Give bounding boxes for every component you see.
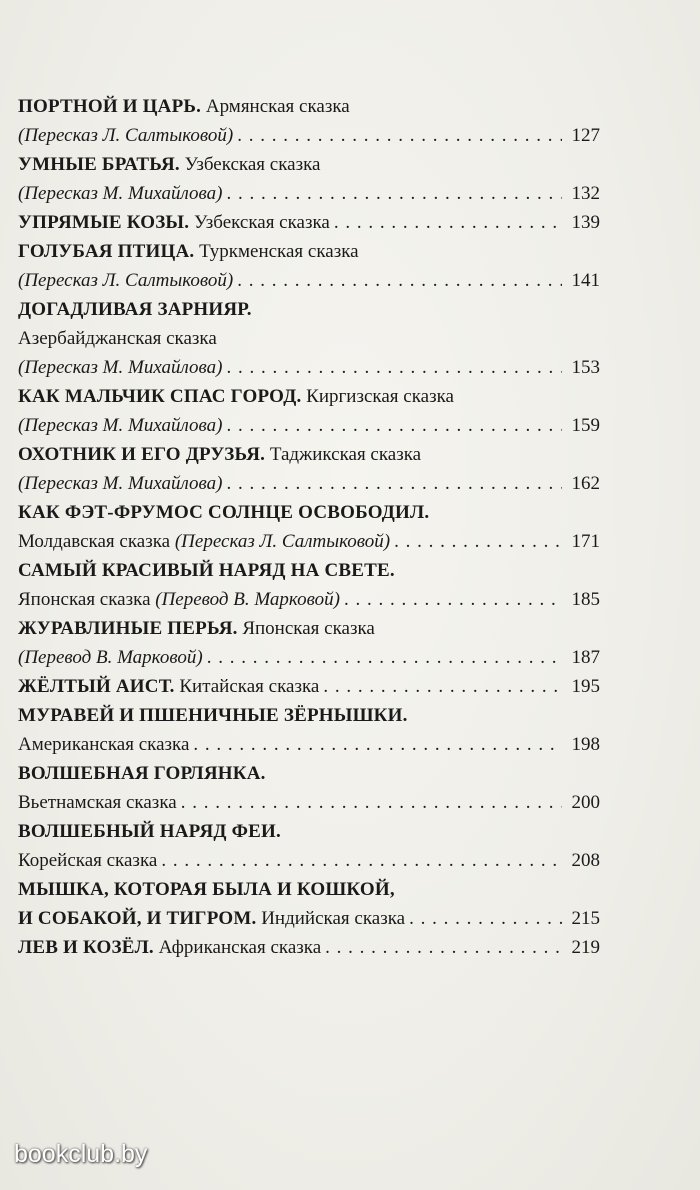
toc-entry-credit-line [18, 353, 600, 382]
toc-entry-title: И СОБАКОЙ, И ТИГРОМ. [18, 908, 257, 929]
toc-entry-credit: (Перевод В. Марковой) [18, 647, 203, 668]
toc-entry-title: МУРАВЕЙ И ПШЕНИЧНЫЕ ЗЁРНЫШКИ. [18, 705, 408, 726]
dot-leader [325, 933, 562, 962]
toc-entry-origin-line [18, 527, 600, 556]
toc-entry-origin: Таджикская сказка [269, 444, 422, 465]
toc-entry-title: КАК МАЛЬЧИК СПАС ГОРОД. [18, 386, 302, 407]
dot-leader [237, 266, 562, 295]
toc-entry-credit: (Пересказ Л. Салтыковой) [18, 270, 234, 291]
toc-entry-page-number: 171 [571, 531, 600, 552]
toc-entry-page-number: 195 [571, 676, 600, 697]
toc-entry-title-line [18, 904, 600, 933]
toc-entry-credit-line [18, 121, 600, 150]
toc-entry-credit: (Пересказ Л. Салтыковой) [174, 531, 391, 552]
toc-entry-title: ВОЛШЕБНЫЙ НАРЯД ФЕИ. [18, 821, 281, 842]
toc-entry-title-line [18, 875, 600, 904]
toc-entry-title-line [18, 382, 600, 411]
toc-entry-title: ОХОТНИК И ЕГО ДРУЗЬЯ. [18, 444, 266, 465]
toc-entry-title: ГОЛУБАЯ ПТИЦА. [18, 241, 195, 262]
toc-entry-title-line [18, 295, 600, 324]
toc-entry-page-number: 208 [571, 850, 600, 871]
toc-entry-origin: Африканская сказка [158, 937, 322, 958]
dot-leader [323, 672, 562, 701]
toc-entry-title: САМЫЙ КРАСИВЫЙ НАРЯД НА СВЕТЕ. [18, 560, 395, 581]
toc-entry-page-number: 185 [571, 589, 600, 610]
toc-entry-page-number: 162 [571, 473, 600, 494]
toc-entry-page-number: 127 [571, 125, 600, 146]
dot-leader [226, 353, 562, 382]
toc-entry-title: ЖУРАВЛИНЫЕ ПЕРЬЯ. [18, 618, 238, 639]
toc-entry-origin: Индийская сказка [261, 908, 406, 929]
toc-entry-credit-line [18, 643, 600, 672]
dot-leader [344, 585, 562, 614]
toc-entry-page-number: 200 [571, 792, 600, 813]
toc-entry-title-line [18, 556, 600, 585]
toc-entry-credit: (Перевод В. Марковой) [155, 589, 340, 610]
toc-entry-origin-line [18, 788, 600, 817]
toc-entry-origin: Молдавская сказка [18, 531, 171, 552]
toc-entry-origin: Узбекская сказка [184, 154, 321, 175]
toc-entry-origin: Армянская сказка [205, 96, 350, 117]
toc-entry-credit-line [18, 469, 600, 498]
toc-entry-title-line [18, 701, 600, 730]
toc-entry-title-line [18, 237, 600, 266]
toc-entry-title: ЛЕВ И КОЗЁЛ. [18, 937, 154, 958]
toc-entry-title: УМНЫЕ БРАТЬЯ. [18, 154, 180, 175]
toc-entry-title-line [18, 440, 600, 469]
dot-leader [226, 179, 562, 208]
toc-entry-title-line [18, 759, 600, 788]
dot-leader [226, 469, 562, 498]
toc-entry-page-number: 215 [571, 908, 600, 929]
dot-leader [409, 904, 562, 933]
toc-entry-title-line [18, 208, 600, 237]
toc-entry-origin: Американская сказка [18, 734, 190, 755]
toc-entry-credit-line [18, 179, 600, 208]
dot-leader [207, 643, 562, 672]
toc-entry-origin: Узбекская сказка [193, 212, 330, 233]
dot-leader [161, 846, 562, 875]
dot-leader [181, 788, 562, 817]
toc-entry-origin-line [18, 585, 600, 614]
toc-entry-page-number: 219 [571, 937, 600, 958]
toc-entry-credit: (Пересказ Л. Салтыковой) [18, 125, 234, 146]
toc-entry-title-line [18, 933, 600, 962]
toc-entry-origin: Киргизская сказка [306, 386, 454, 407]
toc-entry-origin: Туркменская сказка [199, 241, 359, 262]
toc-entry-origin-line [18, 846, 600, 875]
toc-entry-page-number: 132 [571, 183, 600, 204]
toc-entry-credit: (Пересказ М. Михайлова) [18, 473, 223, 494]
dot-leader [226, 411, 562, 440]
toc-entry-page-number: 153 [571, 357, 600, 378]
dot-leader [334, 208, 562, 237]
toc-entry-origin-line [18, 730, 600, 759]
toc-entry-title-line [18, 614, 600, 643]
toc-entry-title-line [18, 498, 600, 527]
dot-leader [193, 730, 562, 759]
toc-entry-title: ДОГАДЛИВАЯ ЗАРНИЯР. [18, 299, 252, 320]
toc-entry-title: ПОРТНОЙ И ЦАРЬ. [18, 96, 202, 117]
toc-entry-credit-line [18, 411, 600, 440]
toc-entry-credit: (Пересказ М. Михайлова) [18, 357, 223, 378]
toc-entry-credit: (Пересказ М. Михайлова) [18, 183, 223, 204]
toc-entry-title-line [18, 150, 600, 179]
toc-entry-title-line [18, 817, 600, 846]
toc-entry-title: ВОЛШЕБНАЯ ГОРЛЯНКА. [18, 763, 266, 784]
toc-entry-title: КАК ФЭТ-ФРУМОС СОЛНЦЕ ОСВОБОДИЛ. [18, 502, 430, 523]
watermark: bookclub.by [14, 1140, 148, 1168]
toc-entry-origin-line [18, 324, 600, 353]
toc-entry-page-number: 141 [571, 270, 600, 291]
toc-entry-origin: Корейская сказка [18, 850, 158, 871]
toc-entry-title: ЖЁЛТЫЙ АИСТ. [18, 676, 175, 697]
toc-entry-title-line [18, 92, 600, 121]
toc-entry-origin: Азербайджанская сказка [18, 328, 217, 349]
toc-entry-page-number: 198 [571, 734, 600, 755]
toc-entry-origin: Китайская сказка [179, 676, 320, 697]
toc-entry-credit-line [18, 266, 600, 295]
toc-entry-title: МЫШКА, КОТОРАЯ БЫЛА И КОШКОЙ, [18, 879, 395, 900]
toc-entry-origin: Вьетнамская сказка [18, 792, 177, 813]
toc-entry-origin: Японская сказка [242, 618, 375, 639]
dot-leader [394, 527, 562, 556]
toc-entry-title-line [18, 672, 600, 701]
toc-entry-page-number: 187 [571, 647, 600, 668]
dot-leader [237, 121, 562, 150]
toc-entry-origin: Японская сказка [18, 589, 151, 610]
toc-entry-page-number: 139 [571, 212, 600, 233]
toc-entry-credit: (Пересказ М. Михайлова) [18, 415, 223, 436]
toc-entry-title: УПРЯМЫЕ КОЗЫ. [18, 212, 190, 233]
table-of-contents [18, 92, 600, 962]
toc-entry-page-number: 159 [571, 415, 600, 436]
